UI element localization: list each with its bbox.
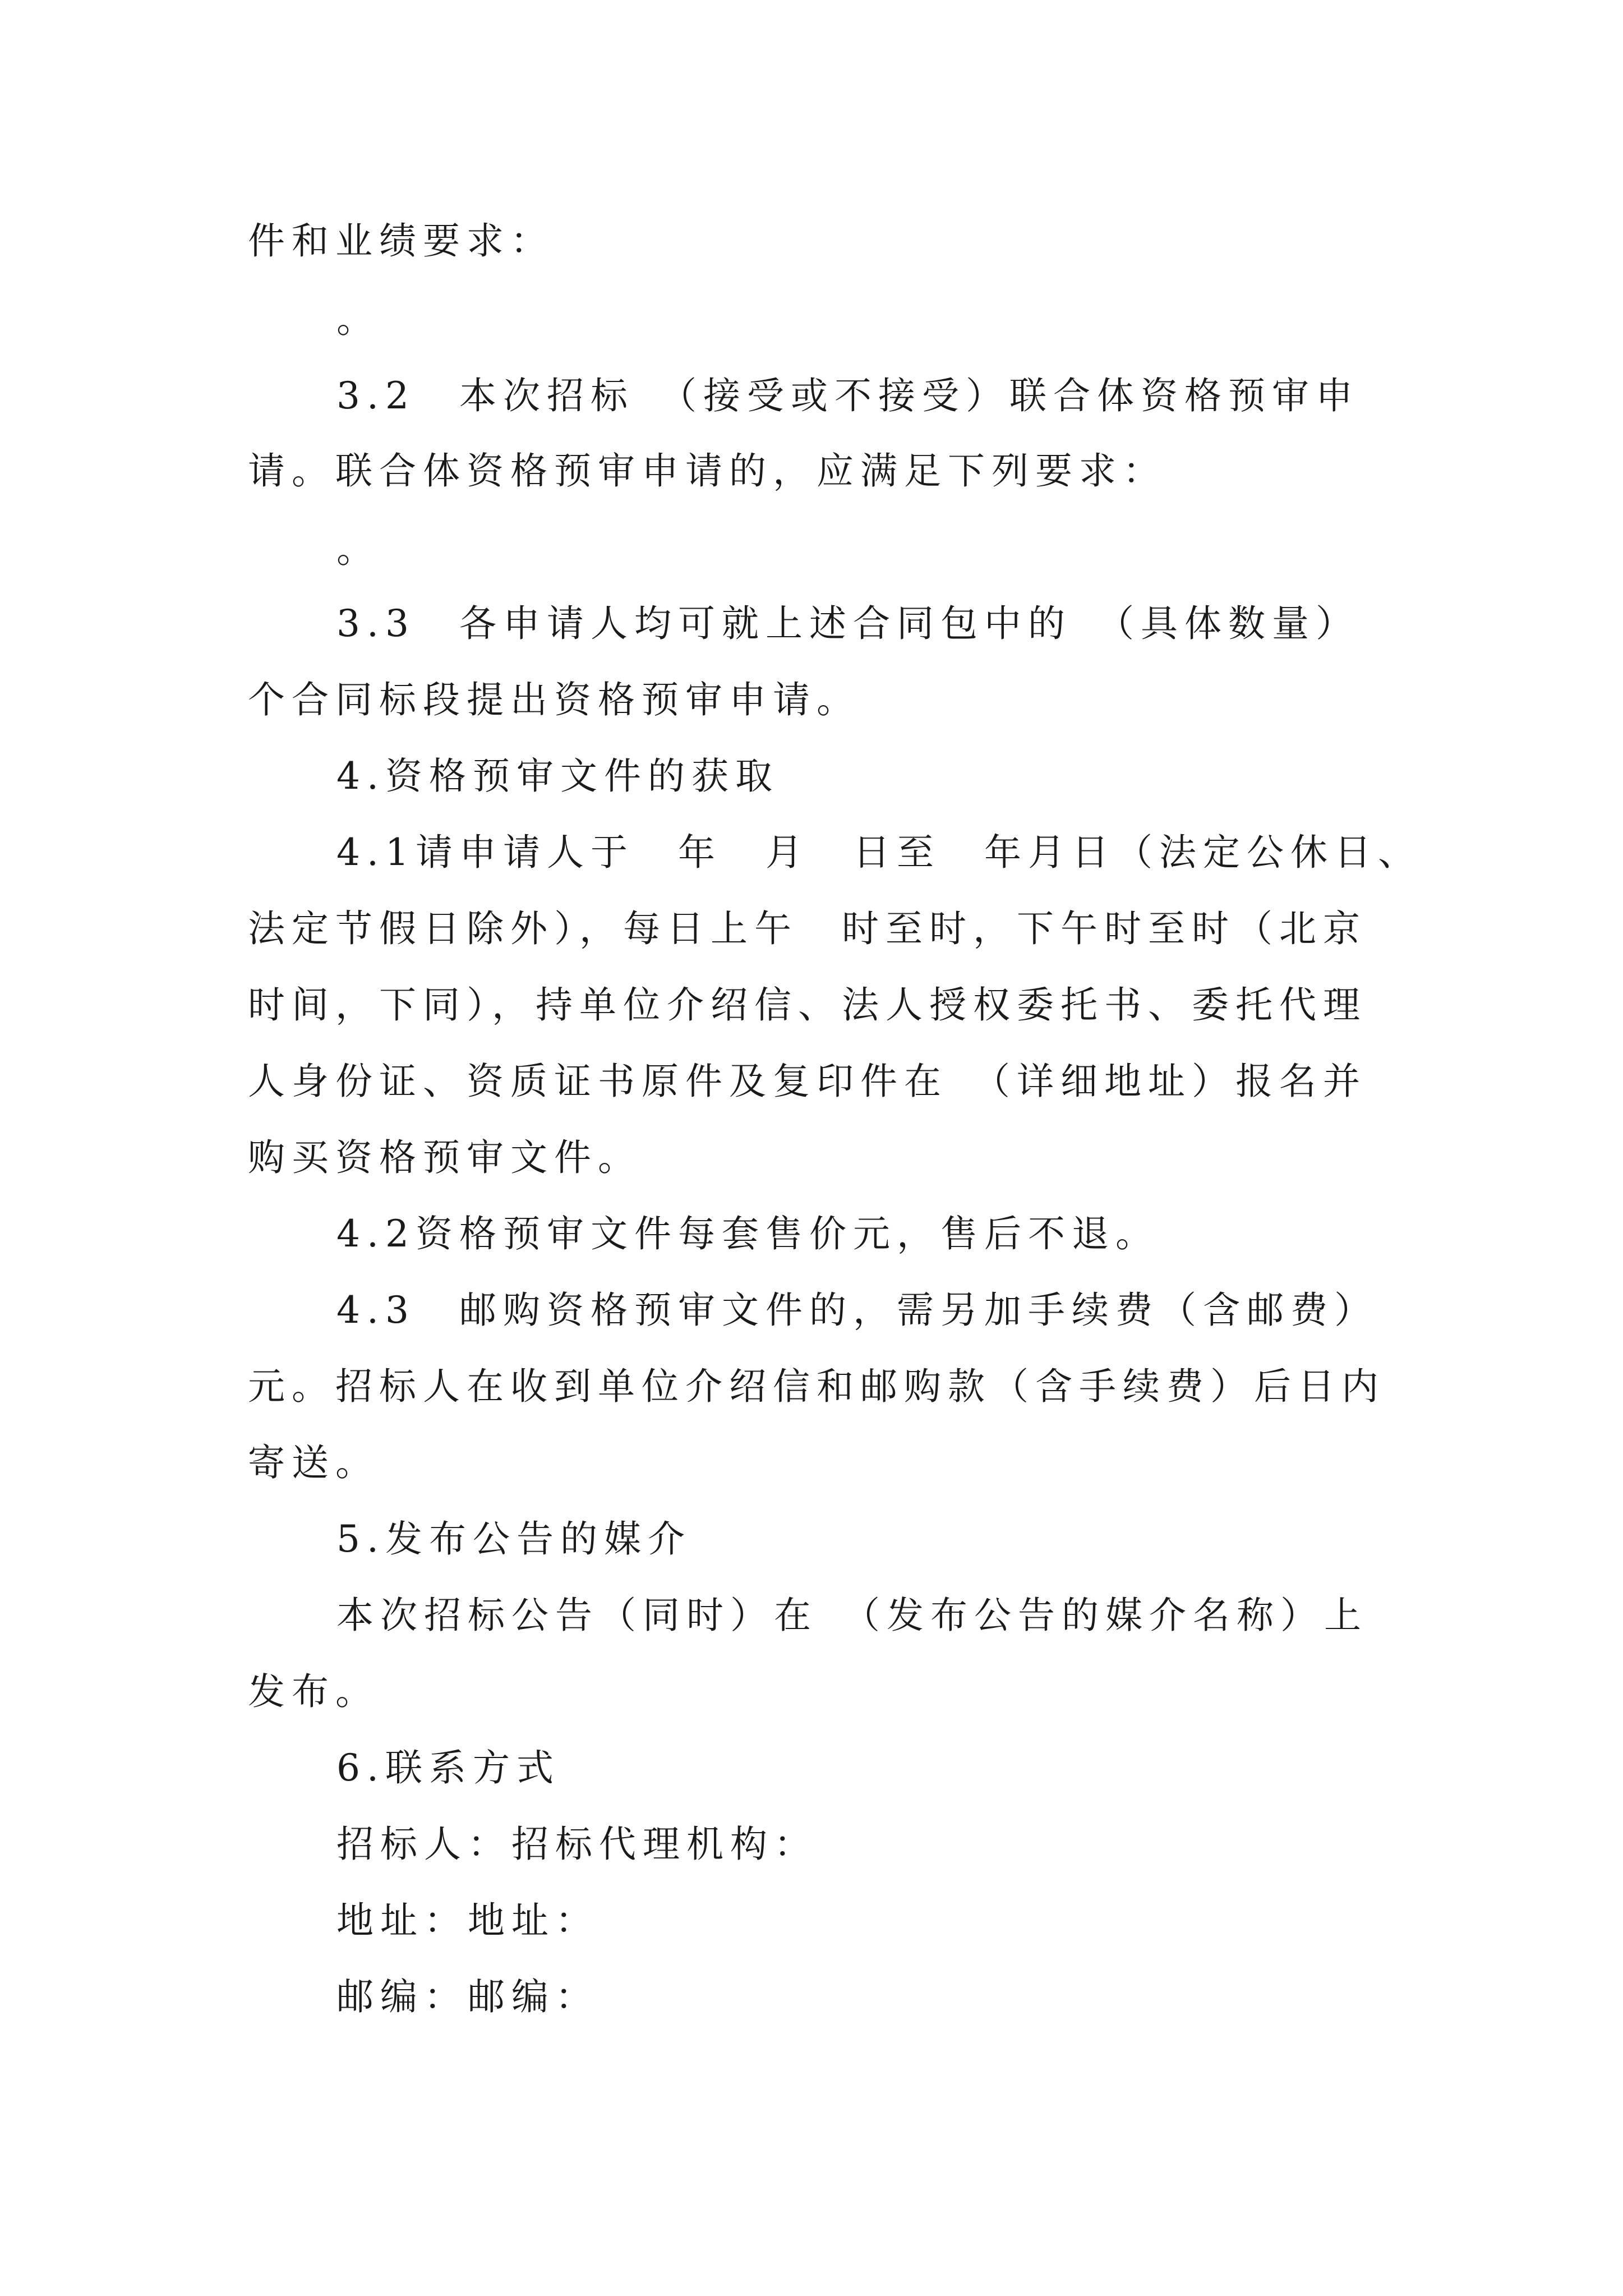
text-line: 发布。 (248, 1670, 379, 1713)
text-line: 寄送。 (248, 1441, 379, 1484)
text-line: 4.2资格预审文件每套售价元，售后不退。 (336, 1212, 1159, 1255)
text-line: 个合同标段提出资格预审申请。 (248, 678, 860, 721)
text-line: 3.2 本次招标 （接受或不接受）联合体资格预审申 (336, 374, 1359, 417)
text-line: 本次招标公告（同时）在 （发布公告的媒介名称）上 (336, 1594, 1368, 1637)
text-line: 。 (336, 298, 380, 341)
section-heading: 4.资格预审文件的获取 (336, 754, 779, 798)
text-line: 请。联合体资格预审申请的，应满足下列要求： (248, 449, 1166, 493)
text-line: 件和业绩要求： (248, 219, 554, 263)
contact-line: 地址：地址： (336, 1899, 599, 1942)
text-line: 元。招标人在收到单位介绍信和邮购款（含手续费）后日内 (248, 1365, 1385, 1408)
contact-line: 招标人：招标代理机构： (336, 1823, 818, 1866)
text-line: 3.3 各申请人均可就上述合同包中的 （具体数量） (336, 602, 1359, 645)
section-heading: 6.联系方式 (336, 1746, 560, 1789)
text-line: 。 (336, 528, 380, 571)
section-heading: 5.发布公告的媒介 (336, 1517, 691, 1561)
text-line: 4.3 邮购资格预审文件的，需另加手续费（含邮费） (336, 1289, 1378, 1332)
text-line: 购买资格预审文件。 (248, 1136, 642, 1179)
contact-line: 邮编：邮编： (336, 1975, 599, 2018)
text-line: 人身份证、资质证书原件及复印件在 （详细地址）报名并 (248, 1060, 1367, 1103)
text-line: 时间，下同），持单位介绍信、法人授权委托书、委托代理 (248, 983, 1367, 1027)
text-line: 法定节假日除外），每日上午 时至时，下午时至时（北京 (248, 907, 1367, 950)
text-line: 4.1请申请人于 年 月 日至 年月日（法定公休日、 (336, 831, 1422, 874)
